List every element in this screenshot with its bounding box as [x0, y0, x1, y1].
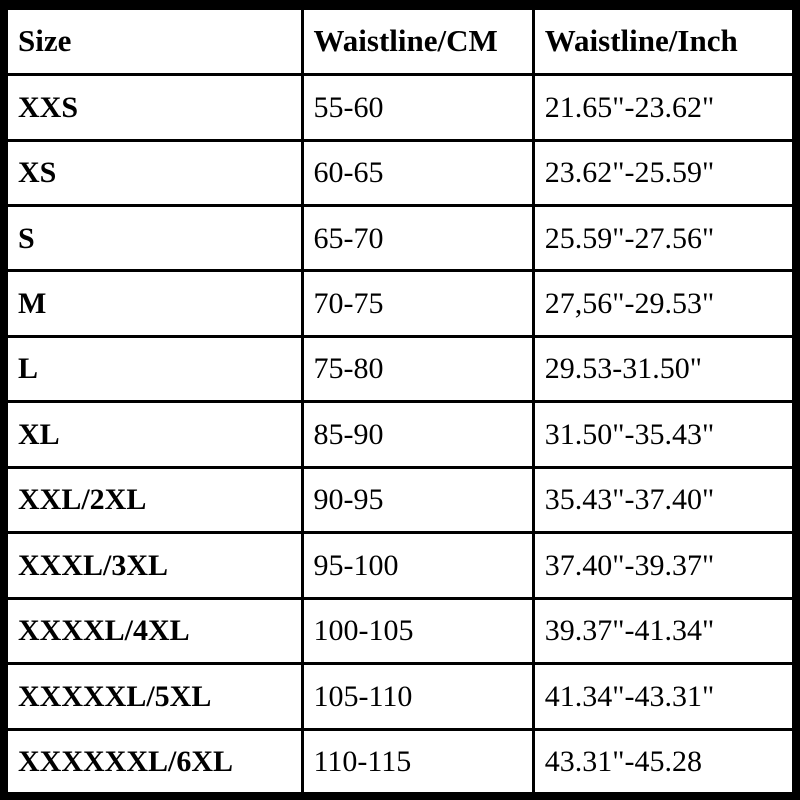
cell-waistline-inch: 41.34"-43.31"	[533, 664, 792, 729]
cell-size: XXS	[8, 75, 302, 140]
cell-size: XXL/2XL	[8, 467, 302, 532]
cell-waistline-inch: 31.50"-35.43"	[533, 402, 792, 467]
table-row	[8, 402, 792, 467]
cell-waistline-inch: 25.59"-27.56"	[533, 206, 792, 271]
cell-waistline-cm: 75-80	[302, 336, 533, 401]
table-row	[8, 206, 792, 271]
column-header-waistline-cm: Waistline/CM	[302, 10, 533, 75]
cell-size: XL	[8, 402, 302, 467]
cell-waistline-inch: 27,56"-29.53"	[533, 271, 792, 336]
cell-waistline-cm: 105-110	[302, 664, 533, 729]
cell-waistline-cm: 60-65	[302, 140, 533, 205]
table-row	[8, 75, 792, 140]
size-chart-table	[8, 10, 792, 792]
cell-waistline-inch: 37.40"-39.37"	[533, 533, 792, 598]
cell-size: XXXL/3XL	[8, 533, 302, 598]
column-header-waistline-inch: Waistline/Inch	[533, 10, 792, 75]
cell-waistline-cm: 65-70	[302, 206, 533, 271]
cell-waistline-cm: 95-100	[302, 533, 533, 598]
table-row	[8, 140, 792, 205]
cell-waistline-inch: 23.62"-25.59"	[533, 140, 792, 205]
cell-waistline-cm: 110-115	[302, 729, 533, 792]
table-row	[8, 533, 792, 598]
cell-size: XXXXXL/5XL	[8, 664, 302, 729]
cell-waistline-inch: 39.37"-41.34"	[533, 598, 792, 663]
cell-waistline-cm: 90-95	[302, 467, 533, 532]
cell-waistline-inch: 21.65"-23.62"	[533, 75, 792, 140]
cell-waistline-cm: 100-105	[302, 598, 533, 663]
cell-waistline-cm: 70-75	[302, 271, 533, 336]
cell-waistline-inch: 29.53-31.50"	[533, 336, 792, 401]
cell-waistline-inch: 35.43"-37.40"	[533, 467, 792, 532]
cell-size: L	[8, 336, 302, 401]
cell-size: XXXXL/4XL	[8, 598, 302, 663]
cell-size: XS	[8, 140, 302, 205]
table-header-row	[8, 10, 792, 75]
column-header-size: Size	[8, 10, 302, 75]
cell-waistline-cm: 85-90	[302, 402, 533, 467]
table-row	[8, 271, 792, 336]
table-row	[8, 729, 792, 792]
cell-waistline-inch: 43.31"-45.28	[533, 729, 792, 792]
table-row	[8, 336, 792, 401]
table-row	[8, 664, 792, 729]
table-row	[8, 598, 792, 663]
cell-waistline-cm: 55-60	[302, 75, 533, 140]
cell-size: XXXXXXL/6XL	[8, 729, 302, 792]
cell-size: S	[8, 206, 302, 271]
table-row	[8, 467, 792, 532]
cell-size: M	[8, 271, 302, 336]
